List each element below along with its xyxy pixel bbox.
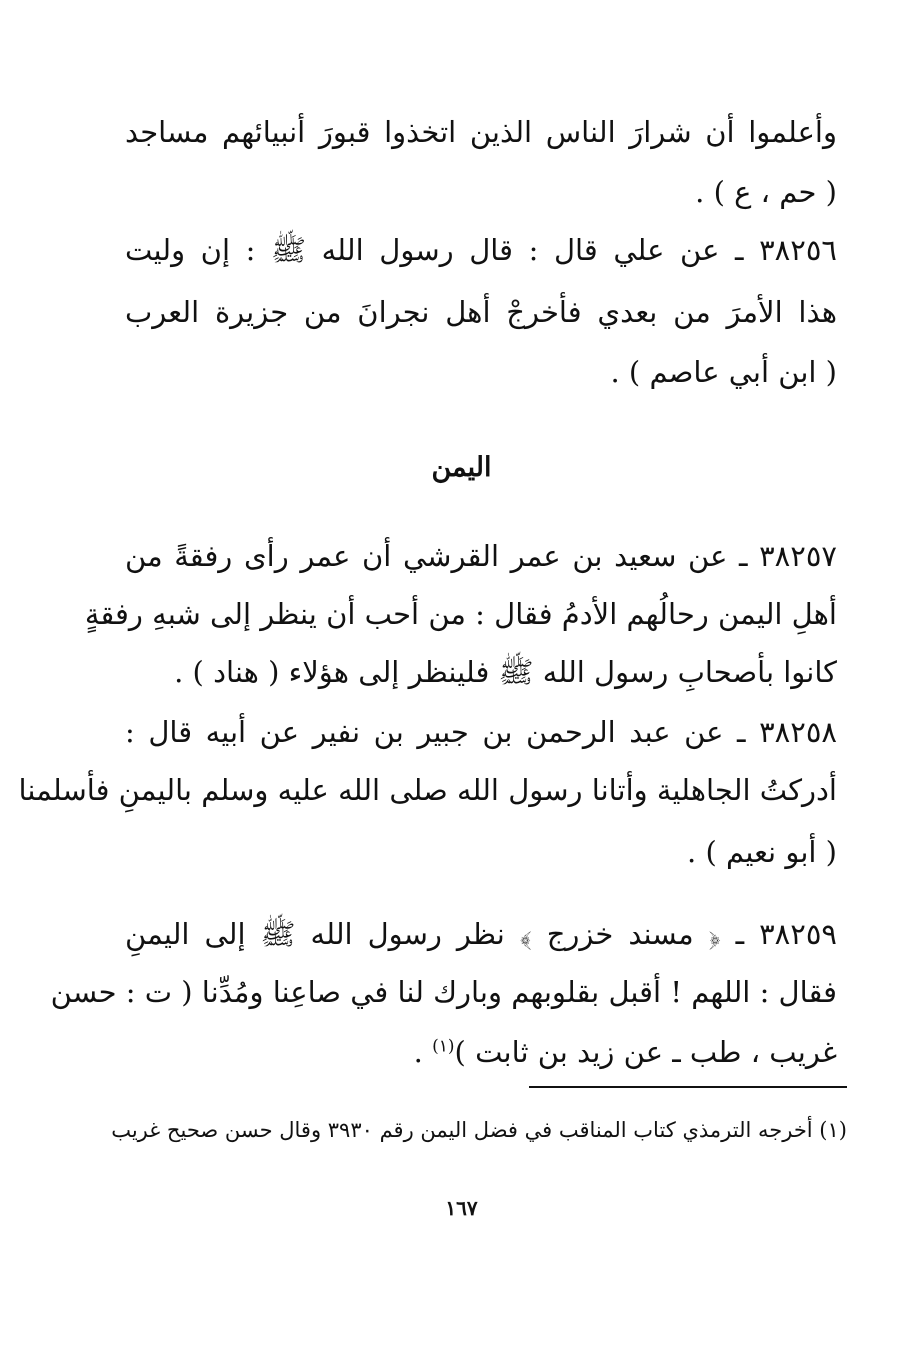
text-line: أدركتُ الجاهلية وأتانا رسول الله صلى الله عليه وسلم باليمنِ فأسلمنا	[18, 773, 837, 807]
text-line: ( حم ، ع ) .	[695, 175, 837, 209]
closing-period: .	[413, 1035, 423, 1069]
text-line	[125, 1024, 837, 1080]
footnote: (١) أخرجه الترمذي كتاب المناقب في فضل اليمن رقم ٣٩٣٠ وقال حسن صحيح غريب	[111, 1118, 847, 1142]
text-line: أهلِ اليمن رحالُهم الأدمُ فقال : من أحب أن ينظر إلى شبهِ رفقةٍ	[84, 597, 837, 631]
text-span: غريب ، طب ـ عن زيد بن ثابت )	[454, 1035, 837, 1069]
text-line: فقال : اللهم ! أقبل بقلوبهم وبارك لنا في صاعِنا ومُدِّنا ( ت : حسن	[50, 975, 837, 1009]
text-line: ٣٨٢٥٧ ـ عن سعيد بن عمر القرشي أن عمر رأى رفقةً من	[125, 539, 837, 573]
text-line: ٣٨٢٥٨ ـ عن عبد الرحمن بن جبير بن نفير عن أبيه قال :	[125, 715, 837, 749]
text-line: كانوا بأصحابِ رسول الله ﷺ فلينظر إلى هؤلاء ( هناد ) .	[174, 655, 837, 689]
text-line: ٣٨٢٥٩ ـ ﴿ مسند خزرج ﴾ نظر رسول الله ﷺ إلى اليمنِ	[125, 917, 837, 951]
text-line: ( أبو نعيم ) .	[687, 835, 837, 869]
footnote-marker: (١)	[432, 1036, 455, 1057]
footnote-divider	[529, 1086, 847, 1088]
text-line: هذا الأمرَ من بعدي فأخرجْ أهل نجرانَ من جزيرة العرب	[125, 295, 837, 329]
text-line: ٣٨٢٥٦ ـ عن علي قال : قال رسول الله ﷺ : إن وليت	[125, 233, 837, 267]
text-line: وأعلموا أن شرارَ الناس الذين اتخذوا قبورَ أنبيائهم مساجد	[125, 115, 837, 149]
section-heading: اليمن	[431, 452, 492, 483]
page-number: ١٦٧	[445, 1196, 478, 1220]
text-line: ( ابن أبي عاصم ) .	[610, 355, 837, 389]
